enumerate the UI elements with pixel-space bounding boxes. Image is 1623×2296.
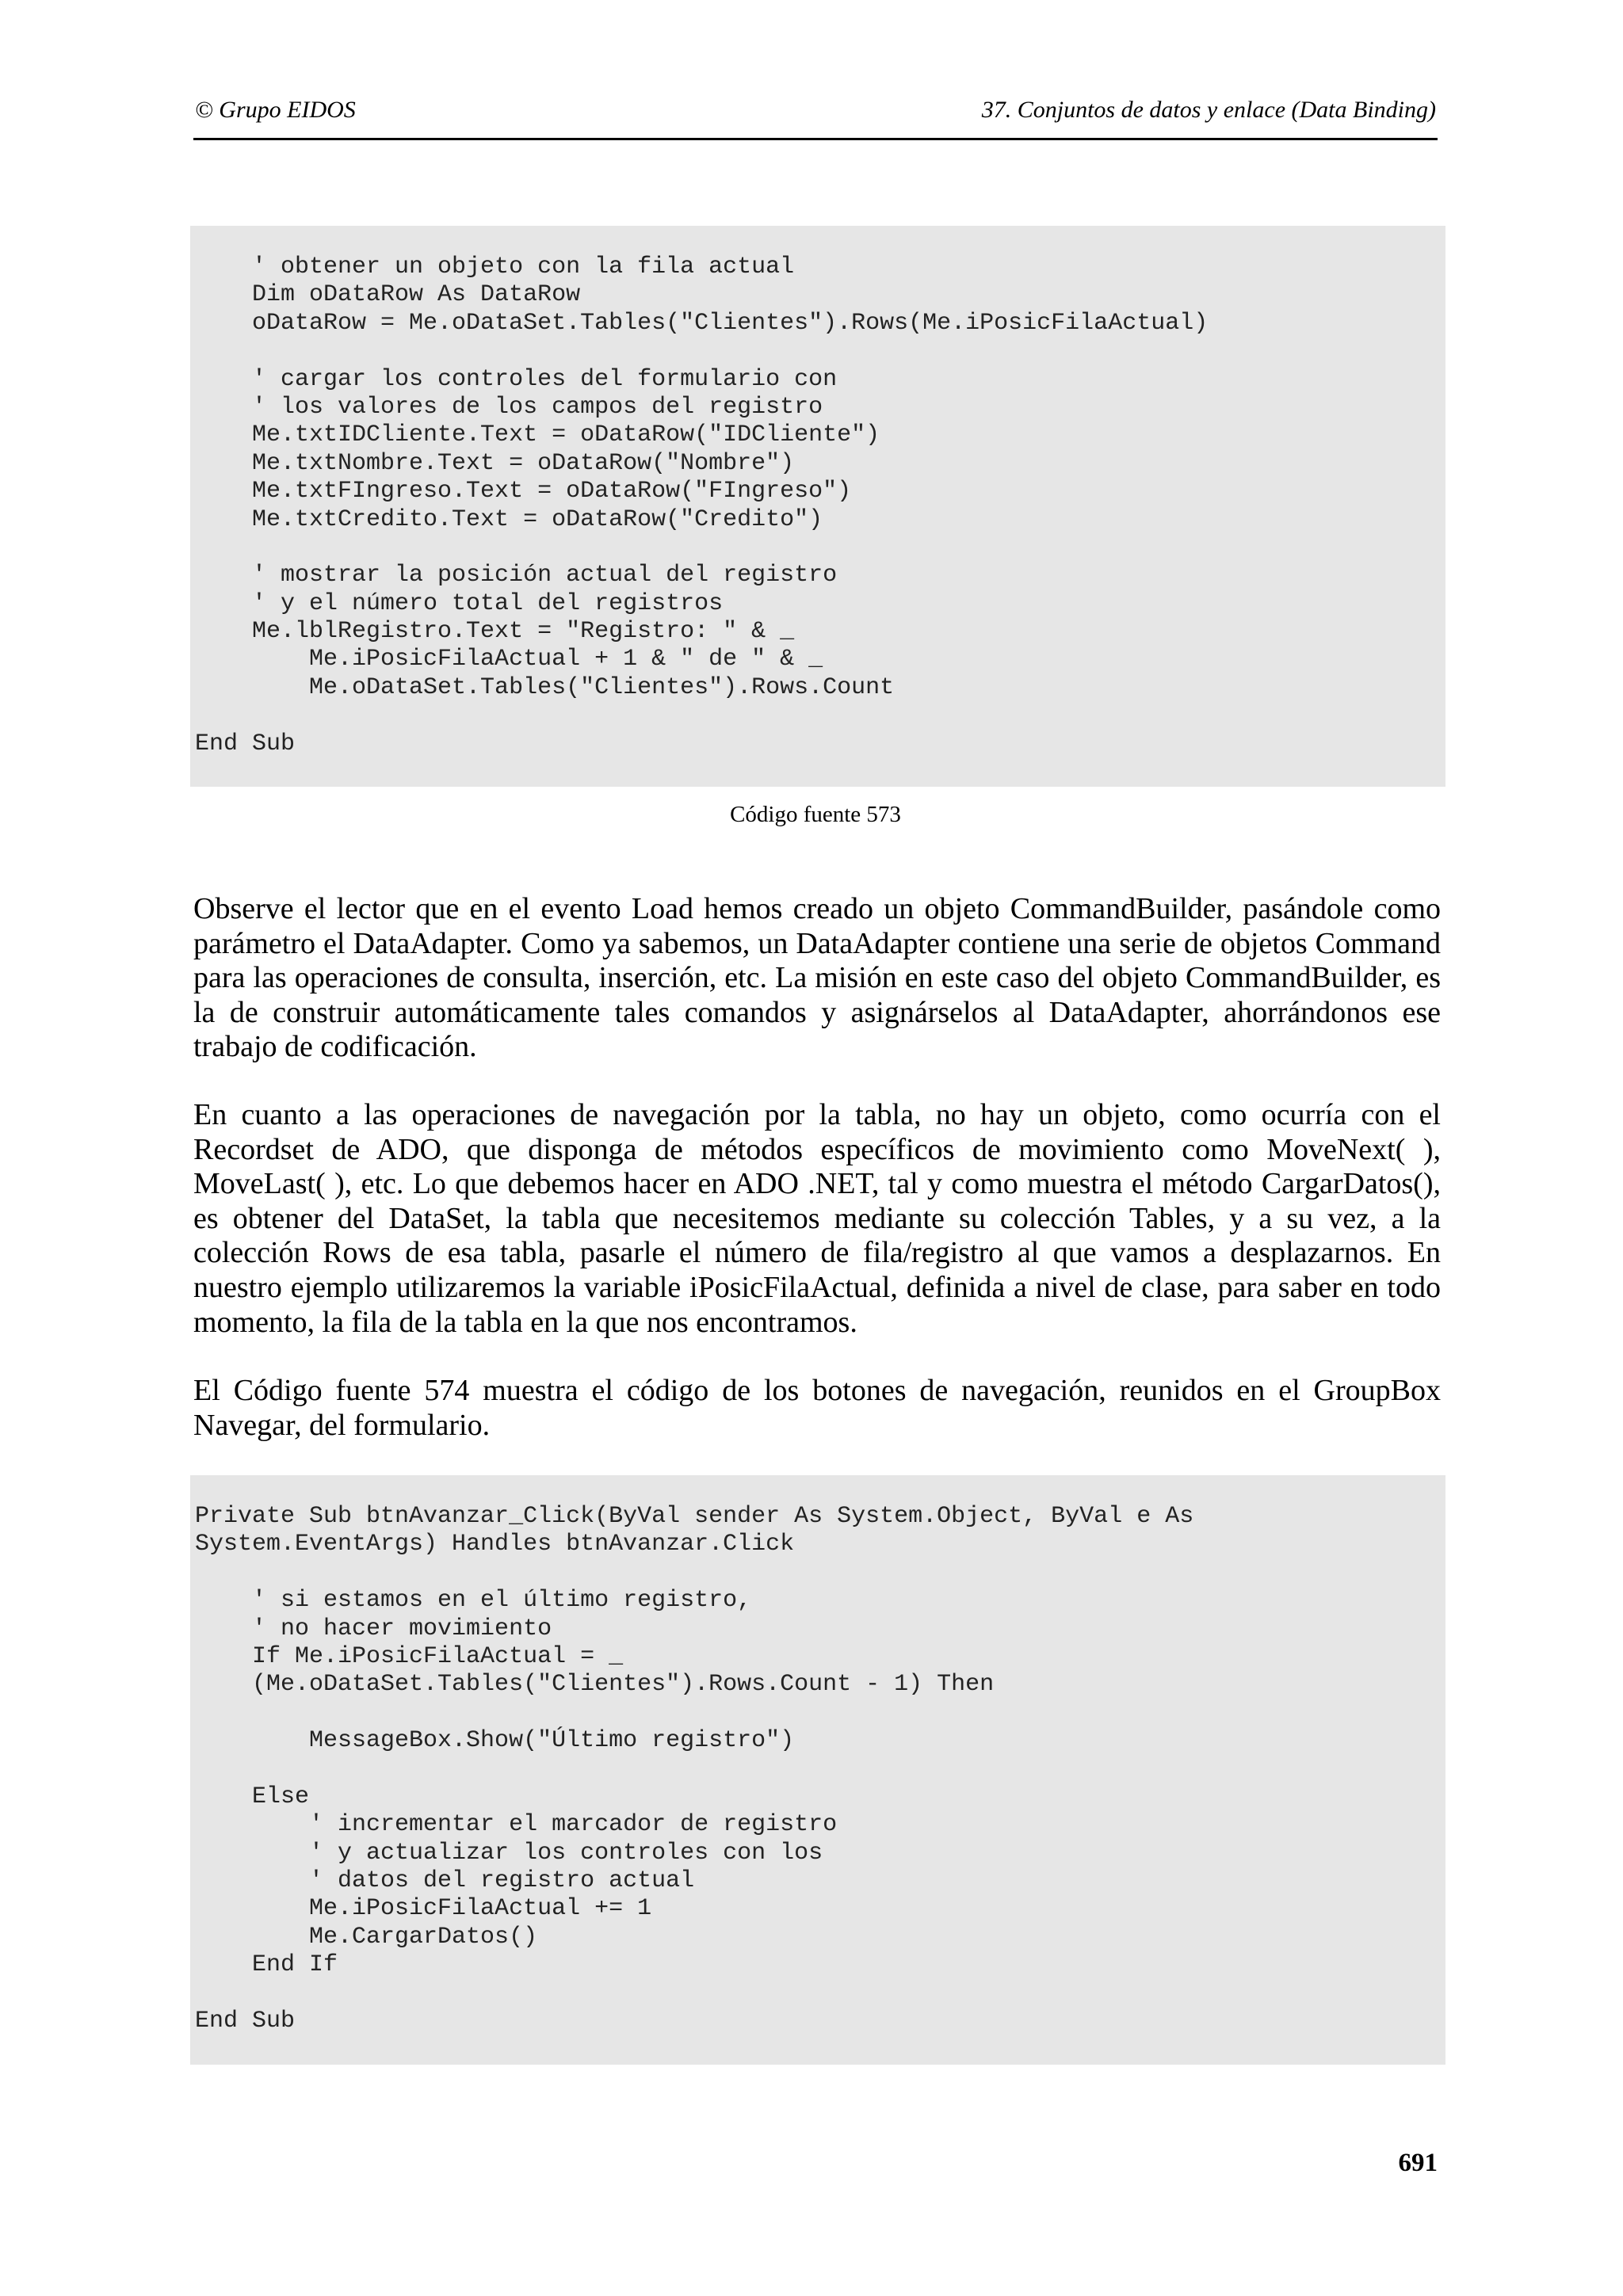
code-line: Me.txtIDCliente.Text = oDataRow("IDCliente")	[195, 421, 880, 449]
code-caption: Código fuente 573	[730, 802, 901, 827]
code-line: ' mostrar la posición actual del registro	[195, 562, 838, 589]
code-line: If Me.iPosicFilaActual = _	[195, 1642, 624, 1670]
code-line	[190, 1559, 1445, 1587]
code-line	[190, 1980, 1445, 2008]
code-line: Me.iPosicFilaActual + 1 & " de " & _	[195, 646, 823, 673]
code-line: (Me.oDataSet.Tables("Clientes").Rows.Count - 1) Then	[195, 1671, 995, 1699]
code-line: ' incrementar el marcador de registro	[195, 1811, 838, 1839]
code-line: Me.lblRegistro.Text = "Registro: " & _	[195, 618, 795, 646]
code-line: oDataRow = Me.oDataSet.Tables("Clientes").Rows(Me.iPosicFilaActual)	[195, 309, 1209, 337]
code-line: ' y actualizar los controles con los	[195, 1839, 823, 1867]
code-line	[190, 534, 1445, 562]
code-line: MessageBox.Show("Último registro")	[195, 1727, 795, 1755]
code-block-574	[190, 1475, 1445, 2065]
code-line	[190, 702, 1445, 730]
code-line	[190, 338, 1445, 365]
code-block-573	[190, 226, 1445, 787]
code-line: End Sub	[195, 2008, 296, 2035]
code-line: ' si estamos en el último registro,	[195, 1587, 752, 1615]
code-line: ' no hacer movimiento	[195, 1615, 552, 1642]
code-line: ' los valores de los campos del registro	[195, 393, 823, 421]
code-line: ' y el número total del registros	[195, 589, 724, 617]
body-paragraph: El Código fuente 574 muestra el código de los botones de navegación, reunidos en el GroupBox Navegar, del formulario.	[193, 1374, 1441, 1442]
code-line	[190, 1699, 1445, 1727]
code-line: Me.txtCredito.Text = oDataRow("Credito")	[195, 505, 823, 533]
code-line: ' obtener un objeto con la fila actual	[195, 254, 795, 280]
code-line: Private Sub btnAvanzar_Click(ByVal sender As System.Object, ByVal e As	[195, 1503, 1194, 1530]
code-line: End If	[195, 1951, 338, 1979]
code-line: ' datos del registro actual	[195, 1867, 695, 1895]
body-paragraph: En cuanto a las operaciones de navegación por la tabla, no hay un objeto, como ocurría con el Recordset de ADO, que disponga de métodos específicos de movimiento como MoveNext( ), MoveLast( ), etc. Lo que debemos hacer en ADO .NET, tal y como muestra el método CargarDatos(), es obtener del DataSet, la tabla que necesitemos mediante su colección Tables, y a su vez, a la colección Rows de esa tabla, pasarle el número de fila/registro al que vamos a desplazarnos. En nuestro ejemplo utilizaremos la variable iPosicFilaActual, definida a nivel de clase, para saber en todo momento, la fila de la tabla en la que nos encontramos.	[193, 1098, 1441, 1339]
body-paragraph: Observe el lector que en el evento Load hemos creado un objeto CommandBuilder, pasándole como parámetro el DataAdapter. Como ya sabemos, un DataAdapter contiene una serie de objetos Command para las operaciones de consulta, inserción, etc. La misión en este caso del objeto CommandBuilder, es la de construir automáticamente tales comandos y asignárselos al DataAdapter, ahorrándonos ese trabajo de codificación.	[193, 892, 1441, 1064]
code-line: Else	[195, 1783, 310, 1810]
page-header	[193, 93, 1438, 140]
code-line	[190, 1756, 1445, 1783]
code-line: End Sub	[195, 730, 296, 757]
code-line: Me.iPosicFilaActual += 1	[195, 1895, 652, 1923]
page-number: 691	[1398, 2149, 1438, 2177]
code-line: Dim oDataRow As DataRow	[195, 281, 581, 309]
code-line: Me.txtFIngreso.Text = oDataRow("FIngreso")	[195, 478, 852, 505]
code-line: ' cargar los controles del formulario con	[195, 365, 838, 393]
code-line: Me.txtNombre.Text = oDataRow("Nombre")	[195, 449, 795, 477]
code-line: Me.CargarDatos()	[195, 1923, 538, 1951]
code-line: System.EventArgs) Handles btnAvanzar.Click	[195, 1531, 795, 1558]
header-publisher: © Grupo EIDOS	[195, 97, 356, 123]
header-chapter-title: 37. Conjuntos de datos y enlace (Data Binding)	[981, 97, 1436, 123]
code-line: Me.oDataSet.Tables("Clientes").Rows.Count	[195, 673, 895, 701]
